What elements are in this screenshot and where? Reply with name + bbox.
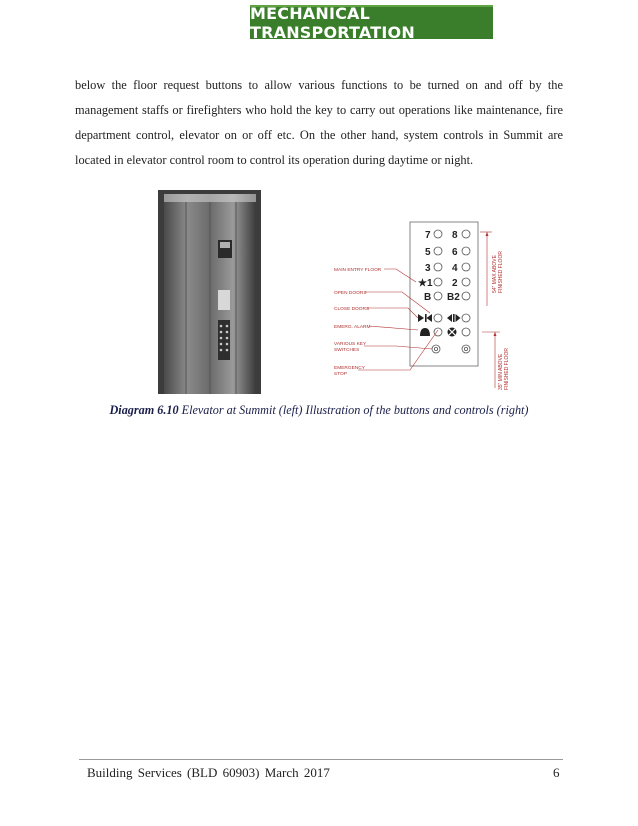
caption-text: Elevator at Summit (left) Illustration of the buttons and controls (right)	[178, 403, 529, 417]
floor-label: 2	[452, 278, 458, 289]
button-panel-diagram	[330, 218, 510, 390]
close-doors-icon	[425, 314, 427, 322]
floor-label: 4	[452, 263, 458, 274]
body-paragraph: below the floor request buttons to allow various functions to be turned on and off by the management staffs or firefighters who hold the key to carry out operations like maintenance, fire department control, elevator on or off etc. On the other hand, system controls in Summit are located in elevator control room to control its operation during daytime or night.	[75, 78, 563, 167]
callout-label: MAIN ENTRY FLOOR	[334, 268, 382, 273]
floor-label: 7	[425, 230, 431, 241]
elevator-photo	[158, 190, 261, 394]
callout-label: EMERG. ALARM	[334, 325, 371, 330]
callout-label: VARIOUS KEY	[334, 342, 367, 347]
floor-label: B	[424, 292, 432, 303]
floor-label: ★1	[418, 278, 433, 289]
caption-label: Diagram 6.10	[109, 403, 179, 417]
panel-outline	[410, 222, 478, 366]
callout-label: CLOSE DOORS	[334, 307, 370, 312]
open-doors-icon	[453, 314, 455, 322]
dimension-label: 54" MAX ABOVE	[492, 255, 498, 293]
floor-label: 8	[452, 230, 458, 241]
callout-label: EMERGENCY	[334, 366, 365, 371]
floor-label: 3	[425, 263, 431, 274]
dimension-label: FINISHED FLOOR	[504, 348, 510, 390]
header-title: MECHANICAL TRANSPORTATION	[250, 4, 415, 42]
floor-label: 6	[452, 247, 458, 258]
footer-course: Building Services (BLD 60903) March 2017	[87, 765, 330, 780]
figure-caption	[0, 403, 638, 418]
callout-label: STOP	[334, 372, 347, 377]
floor-label: 5	[425, 247, 431, 258]
dimension-label: FINISHED FLOOR	[498, 251, 504, 293]
dimension-label: 35" MIN ABOVE	[498, 353, 504, 390]
callout-label: OPEN DOORS	[334, 291, 367, 296]
callout-label: SWITCHES	[334, 348, 360, 353]
footer-divider	[79, 759, 563, 760]
header-banner	[250, 4, 493, 42]
page-number: 6	[553, 765, 560, 780]
floor-label: B2	[447, 292, 460, 303]
